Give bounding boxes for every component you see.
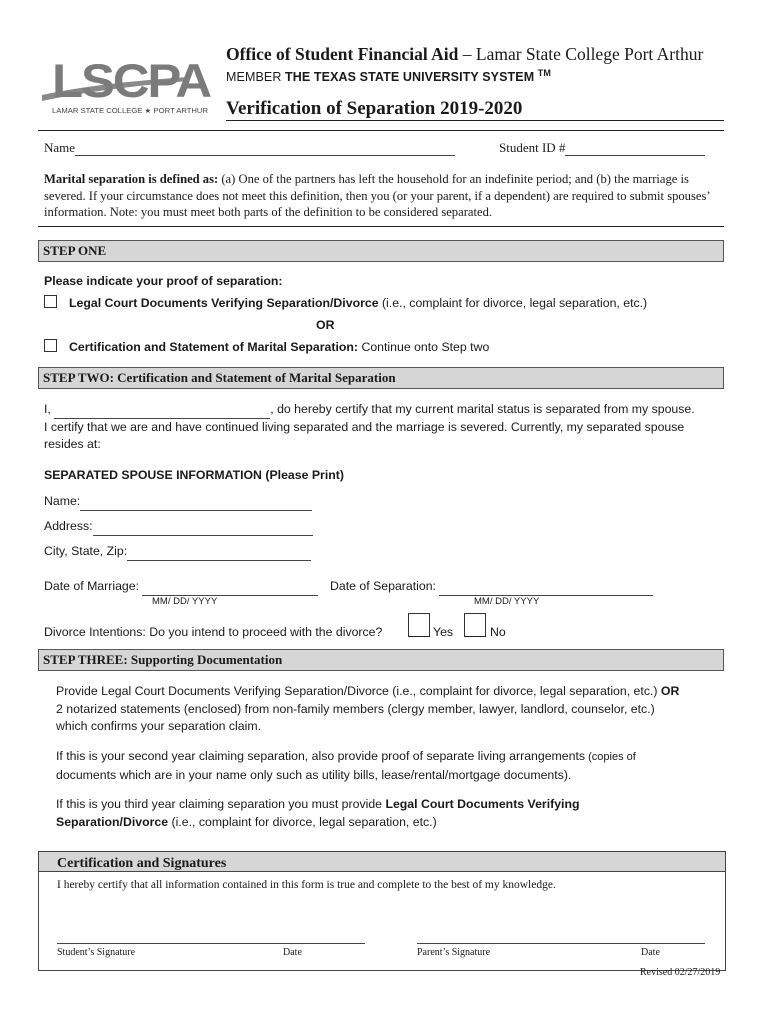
step-two-header: STEP TWO: Certification and Statement of Marital Separation	[38, 367, 724, 389]
no-checkbox[interactable]	[464, 613, 486, 637]
certify-statement	[44, 401, 724, 454]
lscpa-logo	[38, 47, 214, 127]
spouse-city-label: City, State, Zip:	[44, 544, 128, 558]
date-marriage-field[interactable]	[142, 583, 318, 596]
certification-checkbox[interactable]	[44, 339, 57, 352]
student-id-label: Student ID #	[499, 140, 566, 155]
certification-box	[38, 851, 726, 971]
form-title: Verification of Separation 2019-2020	[226, 98, 523, 119]
certification-header: Certification and Signatures	[39, 852, 725, 872]
header-divider	[38, 130, 724, 131]
name-field[interactable]	[75, 143, 455, 156]
parent-signature-label: Parent’s Signature	[417, 947, 491, 958]
p1-or: OR	[660, 684, 680, 698]
supporting-para-3	[56, 796, 724, 831]
student-signature-label: Student’s Signature	[57, 947, 136, 958]
certify-prefix: I,	[44, 402, 55, 416]
option1-bold: Legal Court Documents Verifying Separation/Divorce	[69, 296, 379, 310]
spouse-address-label: Address:	[44, 519, 93, 533]
svg-text:LAMAR STATE COLLEGE ★ PORT ART: LAMAR STATE COLLEGE ★ PORT ARTHUR	[52, 106, 208, 115]
proof-prompt: Please indicate your proof of separation:	[44, 274, 283, 288]
step-three-header: STEP THREE: Supporting Documentation	[38, 649, 724, 671]
p3-line2a: Separation/Divorce	[56, 814, 169, 829]
member-line	[226, 68, 551, 84]
date-marriage-row	[44, 578, 318, 596]
p1-text: Provide Legal Court Documents Verifying Separation/Divorce (i.e., complaint for divorce, legal separation, etc.)	[56, 684, 661, 698]
office-heading	[226, 44, 703, 65]
spouse-name-row	[44, 493, 312, 511]
office-name: Office of Student Financial Aid	[226, 44, 459, 64]
member-prefix: MEMBER	[226, 70, 286, 85]
spouse-address-row	[44, 518, 313, 536]
svg-text:LSCPA: LSCPA	[52, 54, 212, 107]
office-college: – Lamar State College Port Arthur	[458, 44, 704, 64]
date-separation-label: Date of Separation:	[330, 579, 440, 593]
p2-line1a: If this is your second year claiming separation, also provide proof of separate living arrangements	[56, 749, 586, 763]
spouse-info-heading: SEPARATED SPOUSE INFORMATION (Please Print)	[44, 468, 344, 482]
certify-line1: , do hereby certify that my current marital status is separated from my spouse.	[270, 402, 695, 416]
name-id-row	[44, 140, 724, 158]
date-separation-row	[330, 578, 653, 596]
certify-line2: I certify that we are and have continued living separated and the marriage is severed. Currently, my separated spouse	[44, 419, 685, 434]
option2-bold: Certification and Statement of Marital Separation:	[69, 340, 359, 354]
trademark: TM	[537, 68, 551, 78]
date-format-hint-1: MM/ DD/ YYYY	[152, 596, 218, 607]
spouse-city-field[interactable]	[127, 548, 311, 561]
certify-line3: resides at:	[44, 437, 101, 451]
parent-date-label: Date	[641, 947, 660, 958]
p3-line2b: (i.e., complaint for divorce, legal separation, etc.)	[168, 814, 437, 829]
p2-line2: documents which are in your name only such as utility bills, lease/rental/mortgage documents).	[56, 767, 572, 782]
divorce-question: Divorce Intentions: Do you intend to proceed with the divorce?	[44, 625, 383, 639]
option2-rest: Continue onto Step two	[358, 340, 490, 354]
parent-signature-line[interactable]	[417, 943, 705, 944]
certify-name-field[interactable]	[54, 406, 270, 419]
definition-label: Marital separation is defined as:	[44, 172, 219, 186]
option-court-documents	[44, 295, 647, 313]
spouse-address-field[interactable]	[93, 523, 313, 536]
definition-divider	[38, 226, 724, 227]
spouse-name-label: Name:	[44, 494, 81, 508]
certification-statement: I hereby certify that all information contained in this form is true and complete to the best of my knowledge.	[57, 879, 556, 891]
member-system: THE TEXAS STATE UNIVERSITY SYSTEM	[285, 70, 535, 85]
separation-definition	[44, 171, 720, 221]
or-label: OR	[316, 318, 335, 332]
p3-line1a: If this is you third year claiming separation you must provide	[56, 797, 386, 811]
student-date-label: Date	[283, 947, 302, 958]
title-underline	[226, 120, 724, 121]
student-signature-line[interactable]	[57, 943, 365, 944]
step-one-header: STEP ONE	[38, 240, 724, 262]
court-documents-checkbox[interactable]	[44, 295, 57, 308]
p2-line1b: (copies of	[585, 751, 636, 763]
no-label: No	[490, 625, 506, 639]
yes-label: Yes	[433, 625, 454, 639]
revised-date: Revised 02/27/2019	[640, 967, 721, 978]
student-id-field[interactable]	[565, 143, 705, 156]
date-format-hint-2: MM/ DD/ YYYY	[474, 596, 540, 607]
supporting-para-2	[56, 748, 724, 784]
supporting-para-1	[56, 683, 724, 736]
definition-text: (a) One of the partners has left the household for an indefinite period; and (b) the marriage is severed. If your circumstance does not meet this definition, then you (or your parent, if a dependent) are required to submit spouses’ information. Note: you must meet both parts of the definition to be considered separated.	[44, 172, 710, 219]
spouse-city-row	[44, 543, 311, 561]
option-certification	[44, 339, 489, 357]
spouse-name-field[interactable]	[80, 498, 312, 511]
p3-line1b: Legal Court Documents Verifying	[385, 797, 580, 811]
date-separation-field[interactable]	[439, 583, 653, 596]
p1-line2: 2 notarized statements (enclosed) from non-family members (clergy member, lawyer, landlord, counselor, etc.)	[56, 701, 655, 716]
date-marriage-label: Date of Marriage:	[44, 579, 143, 593]
divorce-intentions-row	[44, 624, 382, 642]
name-label: Name	[44, 140, 76, 155]
option1-rest: (i.e., complaint for divorce, legal separation, etc.)	[378, 296, 648, 310]
yes-checkbox[interactable]	[408, 613, 430, 637]
p1-line3: which confirms your separation claim.	[56, 719, 262, 733]
